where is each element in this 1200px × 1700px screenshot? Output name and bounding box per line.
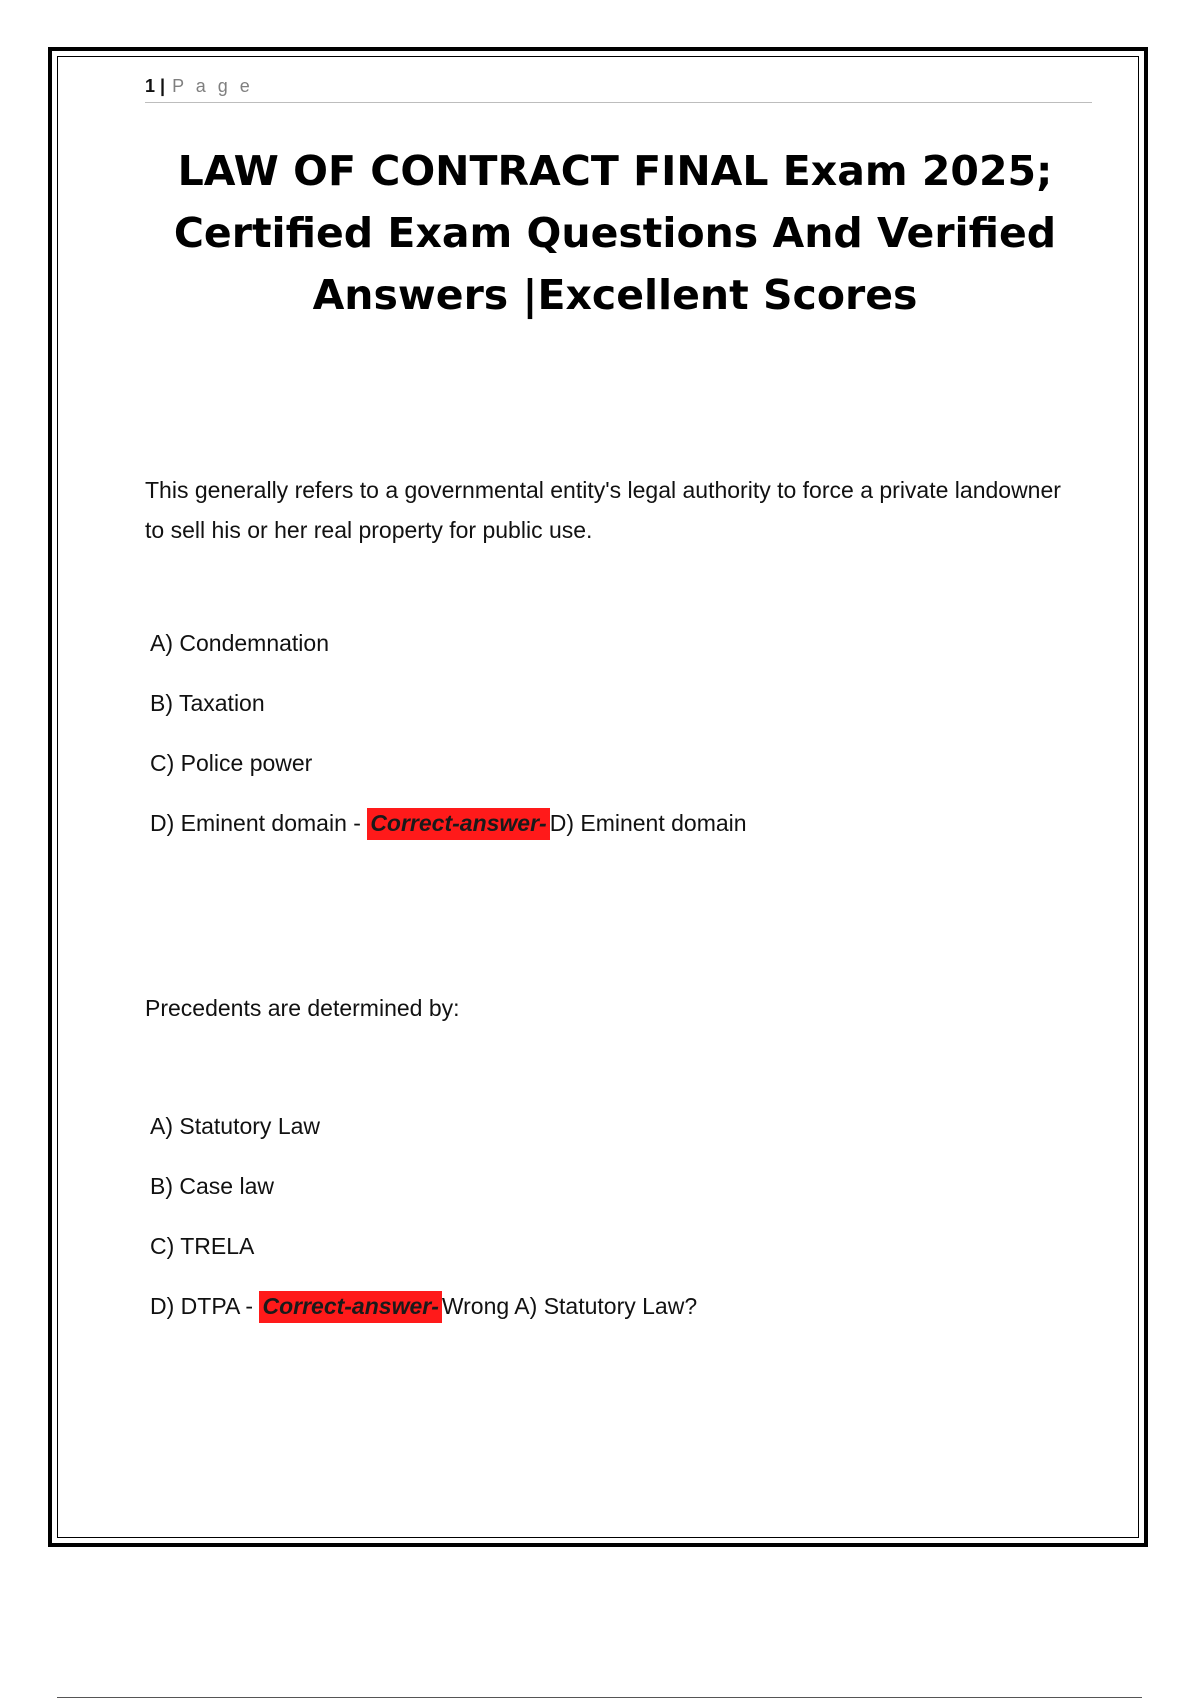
bottom-divider [57,1697,1142,1698]
question-1-options [150,625,1085,865]
page-word: P a g e [172,76,254,96]
question-2-option-d [150,1288,1085,1348]
correct-answer-highlight: Correct-answer- [259,1291,441,1323]
question-1 [145,470,1085,836]
question-1-option-b: B) Taxation [150,690,265,716]
page-number: 1 [145,76,156,96]
question-1-option-d [150,805,1085,865]
question-2-option-c: C) TRELA [150,1233,255,1259]
correct-answer-highlight: Correct-answer- [367,808,549,840]
question-2-option-a: A) Statutory Law [150,1113,321,1139]
question-1-option-d-label: D) Eminent domain - [150,810,368,836]
question-1-answer-text: D) Eminent domain [549,810,747,836]
title-line-2: Certified Exam Questions And Verified [173,209,1057,257]
title-line-1: LAW OF CONTRACT FINAL Exam 2025; [177,147,1053,195]
question-2-answer-text: Wrong A) Statutory Law? [441,1293,698,1319]
document-title [150,140,1080,326]
page-header [145,74,1092,103]
question-2-option-d-label: D) DTPA - [150,1293,260,1319]
question-2-options [150,1108,1085,1348]
question-1-text: This generally refers to a governmental entity's legal authority to force a private landowner to sell his or her real property for public use. [145,477,1061,543]
title-line-3: Answers |Excellent Scores [312,271,918,319]
question-2-text: Precedents are determined by: [145,995,460,1021]
question-2 [145,988,1085,1319]
question-1-option-a: A) Condemnation [150,630,329,656]
question-1-option-c: C) Police power [150,750,313,776]
page-separator: | [160,76,166,96]
question-2-option-b: B) Case law [150,1173,274,1199]
